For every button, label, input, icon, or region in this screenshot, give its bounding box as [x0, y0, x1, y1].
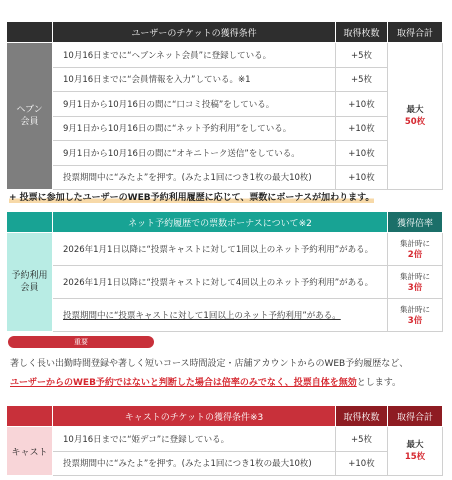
header-condition: ユーザーのチケットの獲得条件 [53, 22, 336, 43]
condition-cell: 10月16日までに“ヘブンネット会員”に登録している。 [53, 43, 336, 68]
condition-cell: 9月1日から10月16日の間に“オキニトーク送信”をしている。 [53, 141, 336, 166]
condition-cell: 9月1日から10月16日の間に“口コミ投稿”をしている。 [53, 92, 336, 117]
header-corner [7, 212, 53, 233]
total-label: 最大 [406, 105, 424, 115]
count-cell: +5枚 [336, 43, 388, 68]
multiplier-value: 2倍 [407, 249, 423, 260]
notice-line1: 著しく長い出勤時間登録や著しく短いコース時間設定・店舗アカウントからのWEB予約履歴など、 [10, 359, 409, 369]
total-cell [388, 427, 443, 476]
important-badge: 重要 [8, 336, 154, 348]
multiplier-value: 3倍 [407, 282, 423, 293]
total-value: 15枚 [404, 452, 426, 462]
multiplier-label: 集計時に [400, 271, 430, 281]
multiplier-cell [388, 233, 443, 266]
header-condition: キャストのチケットの獲得条件※3 [53, 406, 336, 427]
condition-cell: 9月1日から10月16日の間に“ネット予約利用”をしている。 [53, 116, 336, 141]
notice-line2 [10, 375, 401, 388]
side-label-line1: ヘブン [16, 105, 43, 115]
condition-cell: 投票期間中に“みたよ”を押す。(みたよ1回につき1枚の最大10枚) [53, 165, 336, 190]
user-ticket-table [6, 21, 443, 190]
total-value: 50枚 [404, 117, 426, 127]
header-total: 取得合計 [388, 22, 443, 43]
header-corner [7, 406, 53, 427]
count-cell: +10枚 [336, 165, 388, 190]
total-label: 最大 [406, 440, 424, 450]
side-label-heaven-member [7, 43, 53, 190]
multiplier-cell [388, 266, 443, 299]
side-label-line2: 会員 [20, 283, 39, 293]
count-cell: +10枚 [336, 116, 388, 141]
total-cell [388, 43, 443, 190]
condition-cell: 投票期間中に“投票キャストに対して1回以上のネット予約利用”がある。 [53, 299, 388, 332]
notice-warning: ユーザーからのWEB予約ではないと判断した場合は倍率のみでなく、投票自体を無効 [10, 378, 357, 388]
notice-tail: とします。 [356, 378, 402, 388]
side-label-line2: 会員 [20, 117, 39, 127]
bonus-note-text: + 投票に参加したユーザーのWEB予約利用履歴に応じて、票数にボーナスが加わります。 [9, 193, 375, 203]
header-count: 取得枚数 [336, 22, 388, 43]
count-cell: +10枚 [336, 141, 388, 166]
header-corner [7, 22, 53, 43]
side-label-reservation-member [7, 233, 53, 332]
count-cell: +10枚 [336, 451, 388, 476]
reservation-bonus-table [6, 211, 443, 332]
count-cell: +5枚 [336, 67, 388, 92]
header-multiplier: 獲得倍率 [388, 212, 443, 233]
side-label-cast: キャスト [7, 427, 53, 476]
condition-cell: 10月16日までに“姫デコ”に登録している。 [53, 427, 336, 452]
side-label-line1: 予約利用 [11, 271, 48, 281]
multiplier-cell [388, 299, 443, 332]
condition-cell: 2026年1月1日以降に“投票キャストに対して1回以上のネット予約利用”がある。 [53, 233, 388, 266]
multiplier-label: 集計時に [400, 304, 430, 314]
header-count: 取得枚数 [336, 406, 388, 427]
condition-cell: 10月16日までに“会員情報を入力”している。※1 [53, 67, 336, 92]
multiplier-value: 3倍 [407, 315, 423, 326]
header-condition: ネット予約履歴での票数ボーナスについて※2 [53, 212, 388, 233]
bonus-note [9, 190, 374, 203]
count-cell: +10枚 [336, 92, 388, 117]
condition-cell: 投票期間中に“みたよ”を押す。(みたよ1回につき1枚の最大10枚) [53, 451, 336, 476]
multiplier-label: 集計時に [400, 238, 430, 248]
cast-ticket-table [6, 405, 443, 476]
header-total: 取得合計 [388, 406, 443, 427]
count-cell: +5枚 [336, 427, 388, 452]
condition-cell: 2026年1月1日以降に“投票キャストに対して4回以上のネット予約利用”がある。 [53, 266, 388, 299]
